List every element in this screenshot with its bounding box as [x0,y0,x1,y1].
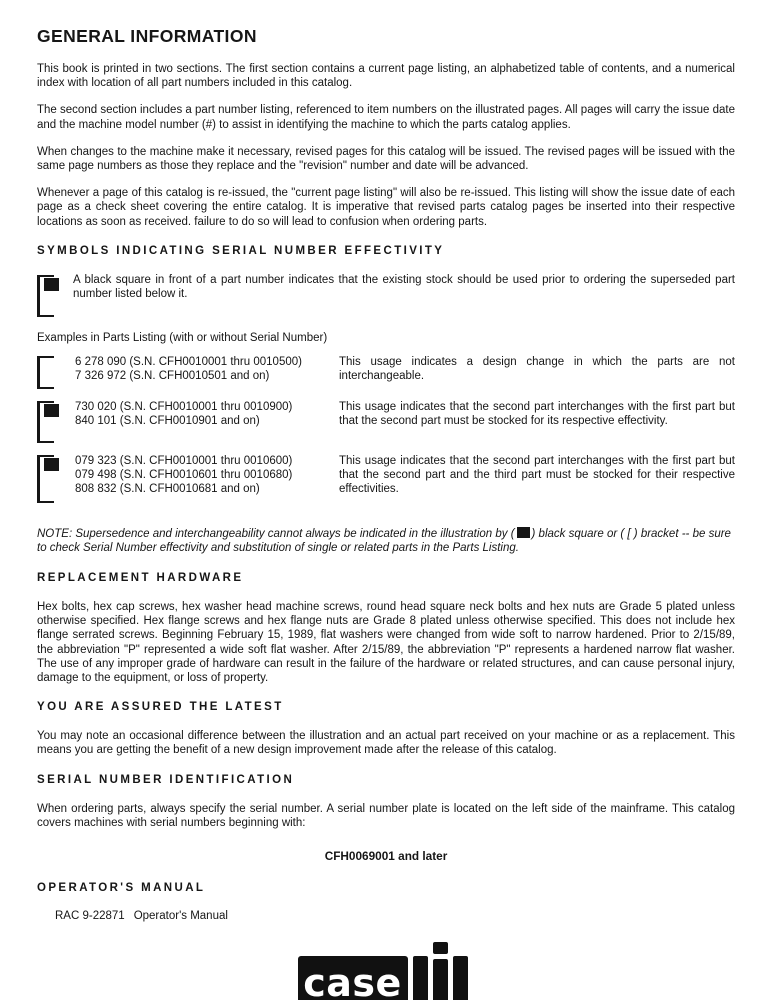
replacement-hardware-paragraph: Hex bolts, hex cap screws, hex washer head machine screws, round head square neck bolts and hex nuts are Grade 5 plated unless otherwise specified. Hex flange screws and hex flange nuts are Grade 8 plated unless otherwise specified. This does not include hex flange serrated screws. Beginning February 15, 1989, flat washers were changed from wide soft to narrow hardened. Prior to 2/15/89, the abbreviation "P" represented a wide soft flat washer. After 2/15/89, the abbreviation "P" represents a hardened narrow flat washer. The use of any improper grade of hardware can result in the failure of the hardware or related structures, and can cause personal injury, damage to the equipment, or loss of property. [37,601,735,685]
example-3-symbol-col [37,454,75,503]
part-number-line: 6 278 090 (S.N. CFH0010001 thru 0010500) [75,355,302,368]
ih-logo-center-stem [433,959,448,1000]
serial-number-value: CFH0069001 and later [324,849,448,864]
intro-paragraph-1: This book is printed in two sections. The first section contains a current page listing, an alphabetized table of contents, and a numerical index with location of all part numbers included in this catalog. [37,63,735,90]
examples-intro: Examples in Parts Listing (with or without Serial Number) [37,331,328,344]
section-heading-serial-number-id: SERIAL NUMBER IDENTIFICATION [37,773,295,786]
example-2-description: This usage indicates that the second part interchanges with the first part but that the second part must be stocked for its respective effectivity. [339,400,735,428]
intro-paragraph-2: The second section includes a part number listing, referenced to item numbers on the illustrated pages. All pages will carry the issue date and the machine model number (#) to assist in identifying the machine to which the parts catalog applies. [37,104,735,131]
case-ih-logo [298,942,475,1000]
black-square-definition: A black square in front of a part number indicates that the existing stock should be used prior to ordering the superseded part number listed below it. [73,273,735,301]
part-number-line: 079 323 (S.N. CFH0010001 thru 0010600) [75,454,293,467]
serial-number-paragraph: When ordering parts, always specify the serial number. A serial number plate is located on the left side of the mainframe. This catalog covers machines with serial numbers beginning with: [37,802,735,829]
example-row-1 [37,355,735,389]
bracket-icon [37,356,54,389]
manual-label: Operator's Manual [133,910,228,923]
black-square-icon [44,458,59,471]
black-square-icon [44,404,59,417]
note-text-before: NOTE: Supersedence and interchangeability cannot always be indicated in the illustration by ( [37,527,515,540]
page-title: GENERAL INFORMATION [37,26,257,46]
black-square-definition-row [37,273,735,317]
example-row-3 [37,454,735,503]
case-logo-block [298,956,408,1000]
black-square-icon [44,278,59,291]
intro-paragraph-4: Whenever a page of this catalog is re-issued, the "current page listing" will also be re-issued. This listing will show the issue date of each page as a check sheet covering the entire catalog. It is imperative that revised parts catalog pages be inserted into their respective locations as soon as received. failure to do so will lead to confusion when ordering parts. [37,187,735,228]
example-1-part-numbers [75,355,339,383]
example-2-part-numbers [75,400,339,428]
ih-logo-right-bar [453,956,468,1000]
intro-paragraph-3: When changes to the machine make it necessary, revised pages for this catalog will be issued. The revised pages will be issued with the same page numbers as those they replace and the "revision" number and date will be advanced. [37,145,735,173]
ih-logo-dot [433,942,448,954]
black-square-bracket-icon [37,455,54,503]
black-square-bracket-icon [37,275,54,317]
manual-code: RAC 9-22871 [55,910,125,923]
supersedence-note [37,527,735,556]
part-number-line: 079 498 (S.N. CFH0010601 thru 0010680) [75,469,293,482]
section-heading-symbols: SYMBOLS INDICATING SERIAL NUMBER EFFECTIVITY [37,244,445,257]
part-number-line: 7 326 972 (S.N. CFH0010501 and on) [75,370,270,383]
black-square-bracket-icon [37,401,54,443]
section-heading-operators-manual: OPERATOR'S MANUAL [37,882,206,895]
example-3-part-numbers [75,454,339,497]
example-1-description: This usage indicates a design change in which the parts are not interchangeable. [339,355,735,383]
example-2-symbol-col [37,400,75,443]
example-3-description: This usage indicates that the second part interchanges with the first part but that the second part and the third part must be stocked for their respective effectivities. [339,454,735,496]
note-text-after: ) black square or ( [ ) bracket -- be sure to check Serial Number effectivity and substitution of single or related parts in the Parts Listing. [37,527,731,555]
black-square-icon [517,527,530,538]
operators-manual-reference [55,910,735,922]
case-logo-text: case [303,960,402,1000]
assured-latest-paragraph: You may note an occasional difference between the illustration and an actual part received on your machine or as a replacement. This means you are getting the benefit of a new design improvement made after the release of this catalog. [37,730,735,757]
part-number-line: 840 101 (S.N. CFH0010901 and on) [75,415,260,428]
section-heading-replacement-hardware: REPLACEMENT HARDWARE [37,572,244,585]
example-row-2 [37,400,735,443]
section-heading-assured-latest: YOU ARE ASSURED THE LATEST [37,701,284,714]
example-1-symbol-col [37,355,75,389]
part-number-line: 730 020 (S.N. CFH0010001 thru 0010900) [75,400,293,413]
ih-logo-left-bar [413,956,428,1000]
part-number-line: 808 832 (S.N. CFH0010681 and on) [75,483,260,496]
